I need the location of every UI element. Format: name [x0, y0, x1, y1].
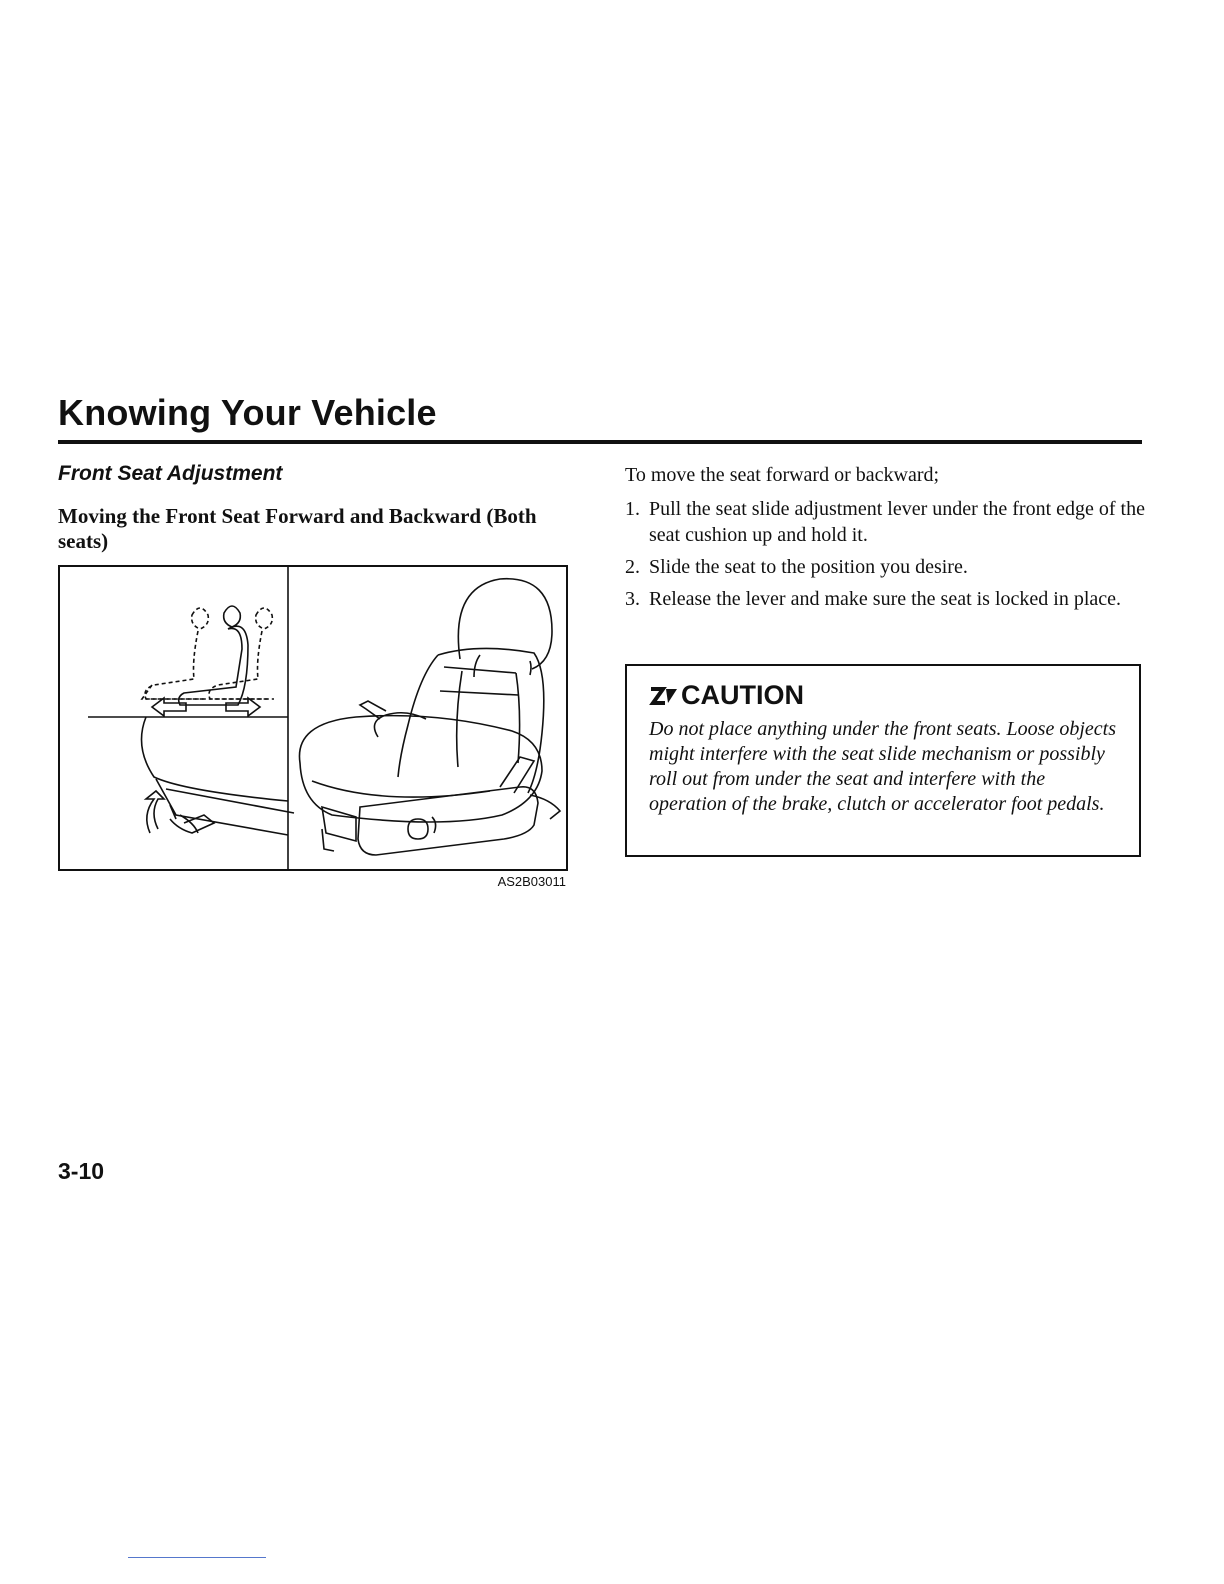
- page-number: 3-10: [58, 1158, 105, 1184]
- instruction-steps: [625, 496, 1145, 612]
- arrow-forward-icon: [226, 698, 260, 716]
- section-heading: Front Seat Adjustment: [58, 462, 283, 485]
- seat-rail-closeup: [142, 717, 295, 835]
- figure-code: AS2B03011: [497, 874, 566, 889]
- front-seat-drawing: [299, 579, 560, 855]
- step-number: 2.: [625, 556, 640, 578]
- step-text: Slide the seat to the position you desire.: [649, 556, 968, 578]
- seat-illustration: [58, 565, 568, 871]
- right-column: [625, 462, 1145, 618]
- instruction-step: [625, 554, 1145, 580]
- caution-text: Do not place anything under the front seats. Loose objects might interfere with the seat slide mechanism or possibly roll out from under the seat and interfere with the operation of the brake, clutch or accelerator foot pedals.: [649, 718, 1116, 815]
- step-number: 1.: [625, 498, 640, 520]
- instruction-step: [625, 496, 1145, 548]
- seat-position-diagram: [142, 606, 274, 705]
- seat-drawing: [60, 567, 566, 869]
- instruction-step: [625, 586, 1145, 612]
- caution-heading: [649, 680, 1117, 711]
- footer-line: [128, 1557, 266, 1558]
- left-column: [58, 462, 578, 554]
- step-number: 3.: [625, 588, 640, 610]
- caution-box: [625, 664, 1141, 857]
- step-text: Release the lever and make sure the seat is locked in place.: [649, 588, 1122, 610]
- step-text: Pull the seat slide adjustment lever under the front edge of the seat cushion up and hold it.: [649, 498, 1145, 546]
- caution-title: CAUTION: [681, 680, 804, 710]
- lever-pull-arrow-icon: [146, 791, 164, 833]
- sub-heading: Moving the Front Seat Forward and Backward (Both seats): [58, 504, 537, 553]
- header-rule: [58, 440, 1142, 444]
- arrow-backward-icon: [152, 698, 186, 716]
- caution-slash-icon: [649, 685, 679, 707]
- instructions-intro: To move the seat forward or backward;: [625, 464, 940, 486]
- chapter-title: Knowing Your Vehicle: [58, 392, 437, 433]
